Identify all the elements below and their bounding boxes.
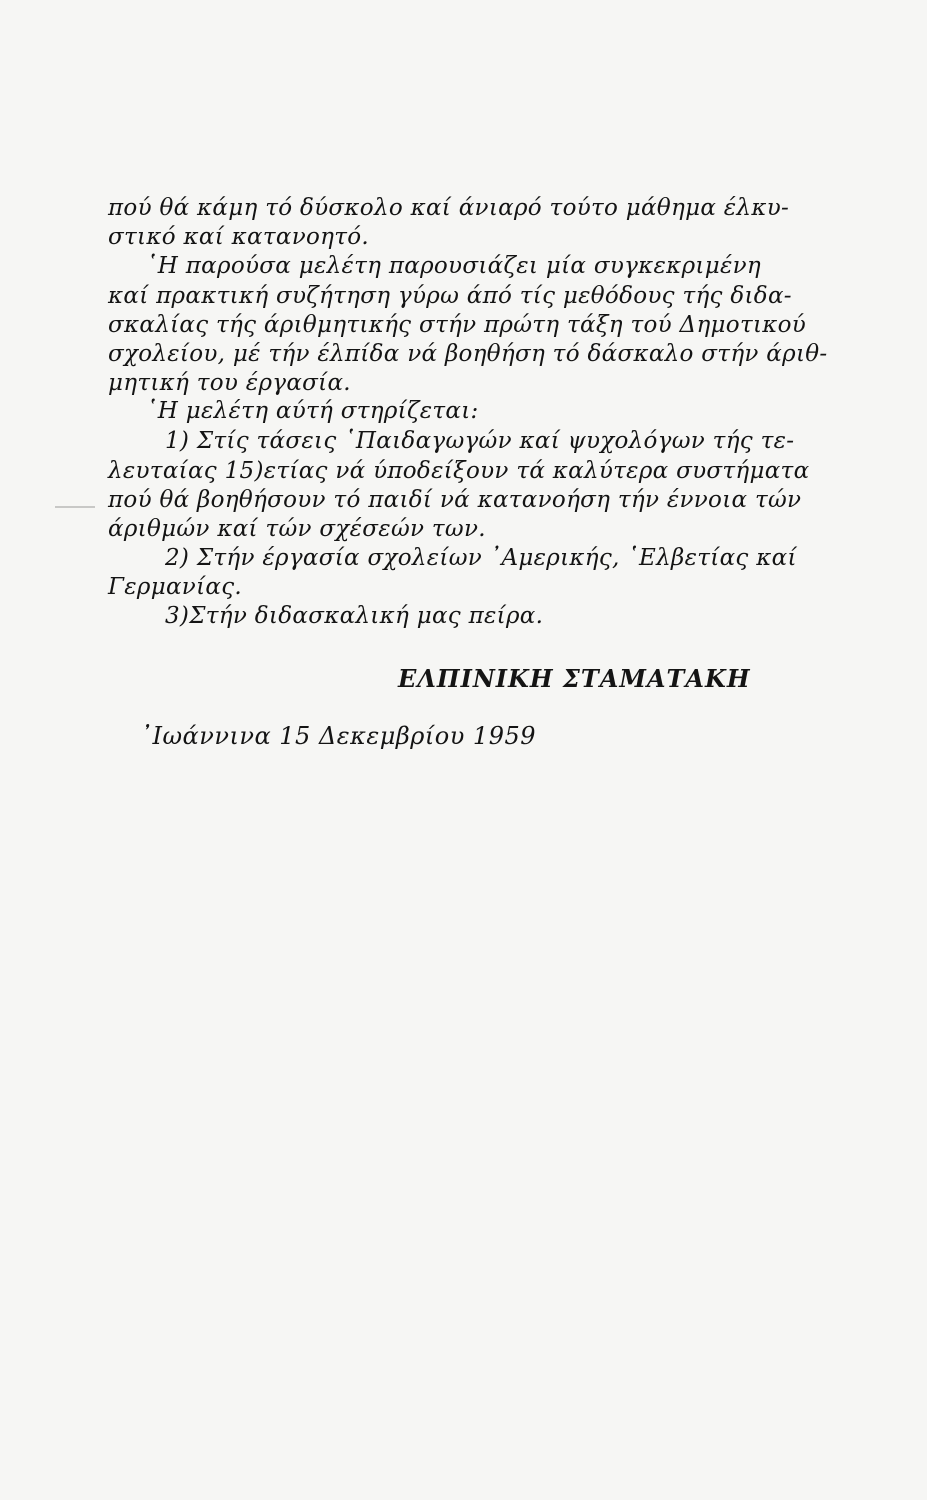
text-line-14: Γερμανίας.: [108, 574, 243, 600]
text-line-6: σχολείου, μέ τήν έλπίδα νά βοηθήση τό δάσκαλο στήν άριθ-: [108, 341, 828, 367]
text-line-9: 1) Στίς τάσεις ῾Παιδαγωγών καί ψυχολόγων τής τε-: [165, 428, 795, 454]
text-line-7: μητική του έργασία.: [108, 370, 351, 396]
text-line-5: σκαλίας τής άριθμητικής στήν πρώτη τάξη τού Δημοτικού: [108, 312, 807, 338]
text-line-4: καί πρακτική συζήτηση γύρω άπό τίς μεθόδους τής διδα-: [108, 283, 792, 309]
text-line-10: λευταίας 15)ετίας νά ύποδείξουν τά καλύτερα συστήματα: [108, 458, 810, 484]
text-line-1: πού θά κάμη τό δύσκολο καί άνιαρό τούτο μάθημα έλκυ-: [108, 195, 790, 221]
text-line-2: στικό καί κατανοητό.: [108, 224, 369, 250]
text-line-13: 2) Στήν έργασία σχολείων ᾿Αμερικής, ῾Ελβετίας καί: [165, 545, 797, 571]
author-signature: ΕΛΠΙΝΙΚΗ ΣΤΑΜΑΤΑΚΗ: [398, 664, 751, 693]
text-line-12: άριθμών καί τών σχέσεών των.: [108, 516, 486, 542]
text-line-3: ῾Η παρούσα μελέτη παρουσιάζει μία συγκεκριμένη: [146, 253, 761, 279]
place-date: ᾿Ιωάννινα 15 Δεκεμβρίου 1959: [140, 722, 537, 750]
text-line-8: ῾Η μελέτη αύτή στηρίζεται:: [146, 398, 479, 424]
margin-mark: [55, 506, 95, 508]
text-line-15: 3)Στήν διδασκαλική μας πείρα.: [165, 603, 544, 629]
text-line-11: πού θά βοηθήσουν τό παιδί νά κατανοήση τήν έννοια τών: [108, 487, 802, 513]
